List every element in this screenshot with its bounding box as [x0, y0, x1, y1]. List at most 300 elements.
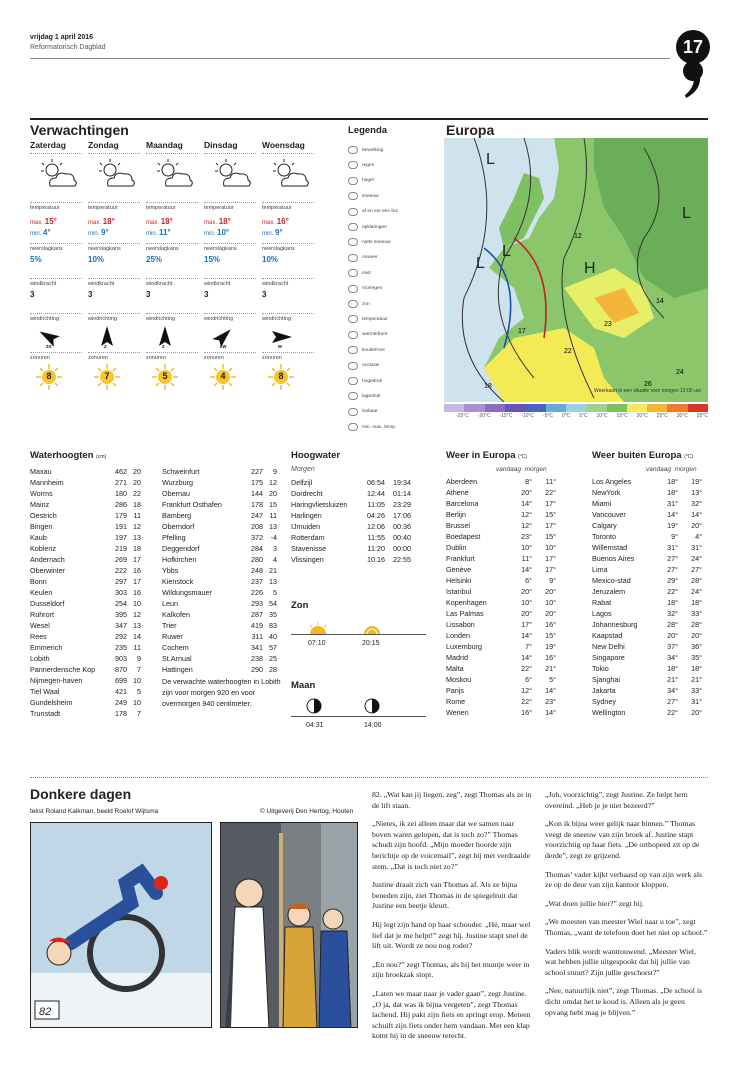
forecast-day [146, 140, 198, 390]
table-row: Maxau 462 20 [30, 467, 141, 476]
table-row: Lissabon 17° 16° [446, 620, 556, 629]
sun-hours [152, 364, 178, 390]
story-paragraph: „En nou?” zegt Thomas, als hij het muntje weer in zijn broekzak stopt. [372, 959, 530, 980]
table-row: Gundelsheim 249 10 [30, 698, 141, 707]
scale-label: 35°C [696, 413, 708, 419]
legend-symbol-icon [348, 177, 358, 185]
wind-dir-code: w [278, 344, 282, 350]
sunset-time: 20:15 [362, 640, 380, 647]
legend-title: Legenda [348, 125, 388, 136]
wind-direction [204, 322, 256, 352]
max-temp: max. 15° [30, 217, 57, 226]
wind-label: windkracht [30, 278, 82, 287]
issue-date: vrijdag 1 april 2016 [30, 34, 94, 41]
legend-item: hagel [348, 177, 374, 185]
table-row: Bonn 297 17 [30, 577, 141, 586]
forecast-title: Verwachtingen [30, 122, 129, 138]
table-row: NewYork 18° 13° [592, 488, 702, 497]
europe-col-headers: vandaag morgen [496, 466, 547, 473]
table-row: Malta 22° 21° [446, 664, 556, 673]
sun-horizon-line [291, 634, 426, 635]
sunrise-icon [308, 622, 328, 634]
table-row: Emmerich 235 11 [30, 643, 141, 652]
table-row: Oestrich 179 11 [30, 511, 141, 520]
europe-weather-map [444, 138, 708, 402]
svg-text:18: 18 [484, 383, 492, 390]
moon-title: Maan [291, 680, 316, 691]
world-weather-table [592, 476, 702, 718]
table-row: Rabat 18° 18° [592, 598, 702, 607]
svg-text:24: 24 [676, 369, 684, 376]
water-table-right [162, 466, 277, 675]
svg-text:Weerkaart in een situatie voor: Weerkaart in een situatie voor morgen 12:00 uur [594, 388, 702, 394]
min-temp: min. 9° [88, 228, 109, 237]
table-row: Brussel 12° 17° [446, 521, 556, 530]
svg-text:17: 17 [518, 328, 526, 335]
sun-hours-value: 8 [46, 371, 52, 381]
wind-dir-label: windrichting [30, 313, 82, 322]
story-paragraph: Hij legt zijn hand op haar schouder. „Hé, maar wel lief dat je me helpt!” zegt hij. Justine stapt snel de lift uit. Wordt ze nou nog roder? [372, 919, 531, 951]
table-row: Vancouver 14° 14° [592, 510, 702, 519]
comic-credits: tekst Roland Kalkman, beeld Roelof Wijtsma [30, 808, 159, 815]
table-row: Koblenz 219 18 [30, 544, 141, 553]
table-row: Sjanghai 21° 21° [592, 675, 702, 684]
wind-dir-label: windrichting [204, 313, 256, 322]
forecast-day-name: Zaterdag [30, 140, 82, 154]
table-row: Wurzburg 175 12 [162, 478, 277, 487]
forecast-day [262, 140, 314, 390]
table-row: Lagos 32° 33° [592, 609, 702, 618]
svg-text:L: L [476, 255, 485, 272]
table-row: Helsinki 6° 9° [446, 576, 556, 585]
tide-title: Hoogwater [291, 450, 341, 461]
svg-text:22: 22 [564, 348, 572, 355]
sun-hours [210, 364, 236, 390]
wind-force: 3 [30, 290, 35, 299]
wind-label: windkracht [204, 278, 256, 287]
table-row: Rome 22° 23° [446, 697, 556, 706]
forecast-day-name: Dinsdag [204, 140, 256, 154]
scale-swatch [688, 404, 708, 412]
partly-cloudy-icon [212, 158, 252, 192]
table-row: Toronto 9° 4° [592, 532, 702, 541]
svg-text:23: 23 [604, 321, 612, 328]
legend-symbol-icon [348, 392, 358, 400]
legend-item: onweer [348, 254, 378, 262]
story-paragraph: Justine draait zich van Thomas af. Als ze bijna beneden zijn, ziet Thomas in de spiegelruit dat Justine een beetje kleurt. [372, 880, 518, 911]
min-temp: min. 9° [262, 228, 283, 237]
wind-label: windkracht [262, 278, 314, 287]
scale-swatch [525, 404, 545, 412]
table-row: Cochem 341 57 [162, 643, 277, 652]
table-row: Ruhrort 395 12 [30, 610, 141, 619]
table-row: Wenen 16° 14° [446, 708, 556, 717]
table-row: Kienstock 237 13 [162, 577, 277, 586]
scale-label: 0°C [561, 413, 571, 419]
table-row: Wildungsmauer 226 5 [162, 588, 277, 597]
scale-label: -15°C [499, 413, 513, 419]
wind-label: windkracht [88, 278, 140, 287]
rain-label: neerslagkans [146, 243, 198, 252]
scale-swatch [566, 404, 586, 412]
legend-symbol-icon [348, 146, 358, 154]
world-col-headers: vandaag morgen [646, 466, 697, 473]
header-divider [30, 58, 670, 59]
legend-item: opklaringen [348, 223, 387, 231]
table-row: Berlijn 12° 15° [446, 510, 556, 519]
table-row: Mannheim 271 20 [30, 478, 141, 487]
table-row: Bingen 191 12 [30, 522, 141, 531]
table-row: Deggendorf 284 3 [162, 544, 277, 553]
scale-label: 20°C [636, 413, 648, 419]
table-row: Kalkofen 287 35 [162, 610, 277, 619]
svg-text:12: 12 [574, 233, 582, 240]
wind-force: 3 [88, 290, 93, 299]
tide-subtitle: Morgen [291, 466, 315, 473]
temp-label: temperatuur [30, 202, 82, 211]
sun-hours-label: zonuren [262, 352, 314, 361]
story-paragraph: 82. „Wat kan jij liegen, zeg”, zegt Thomas als ze in de lift staan. [372, 790, 532, 810]
story-paragraph: „Nietes, ik zei alleen maar dat we samen naar boven waren gelopen, dat is toch zo?” Thomas schudt zijn hoofd. „Mijn moeder hoorde zijn berichtje op de voicemail”, zegt hij met verdraaide stem. „Dat is toch niet zo?” [372, 819, 531, 871]
comma-logo-icon [682, 60, 704, 100]
wind-dir-label: windrichting [146, 313, 198, 322]
table-row: Kaapstad 20° 20° [592, 631, 702, 640]
legend-item: hogedruk [348, 377, 382, 385]
sun-hours [36, 364, 62, 390]
table-row: Calgary 19° 20° [592, 521, 702, 530]
legend-symbol-icon [348, 300, 358, 308]
table-row: Aberdeen 8° 11° [446, 477, 556, 486]
legend-symbol-icon [348, 238, 358, 246]
legend-item: isobaar [348, 408, 378, 416]
table-row: Mainz 286 18 [30, 500, 141, 509]
table-row: Genève 14° 17° [446, 565, 556, 574]
forecast-day-name: Maandag [146, 140, 198, 154]
table-row: Obernau 144 20 [162, 489, 277, 498]
rain-chance: 10% [88, 255, 105, 264]
table-row: Ruwer 311 40 [162, 632, 277, 641]
story-paragraph: „We moesten van meester Wiel naar u toe”, zegt Thomas, „want de telefoon doet het niet op school.” [545, 917, 708, 937]
wind-force: 3 [262, 290, 267, 299]
wind-direction [30, 322, 82, 352]
scale-label: 30°C [676, 413, 688, 419]
table-row: Dordrecht 12:44 01:14 [291, 489, 411, 498]
wind-direction [262, 322, 314, 352]
table-row: St.Arnual 238 25 [162, 654, 277, 663]
scale-label: -25°C [456, 413, 469, 419]
scale-label: 10°C [596, 413, 608, 419]
table-row: Trunstadt 178 7 [30, 709, 141, 718]
min-temp: min. 4° [30, 228, 51, 237]
temperature-scale-labels [456, 413, 708, 419]
europe-map-title: Europa [446, 122, 495, 138]
legend-symbol-icon [348, 269, 358, 277]
legend-symbol-icon [348, 423, 358, 431]
sun-hours-label: zonuren [88, 352, 140, 361]
rain-label: neerslagkans [204, 243, 256, 252]
story-paragraph: „Joh, voorzichtig”, zegt Justine. Ze helpt hem overeind. „Heb je je niet bezeerd?” [545, 790, 688, 810]
story-column-2 [545, 790, 708, 1026]
scale-swatch [586, 404, 606, 412]
scale-swatch [546, 404, 566, 412]
table-row: Mexico-stad 29° 28° [592, 576, 702, 585]
legend-item: af en toe een bui [348, 208, 398, 216]
wind-dir-code: z [162, 344, 165, 350]
scale-swatch [485, 404, 505, 412]
wind-dir-code: zw [220, 344, 227, 350]
table-row: Athene 20° 22° [446, 488, 556, 497]
legend-symbol-icon [348, 192, 358, 200]
forecast-day [88, 140, 140, 390]
sun-hours [94, 364, 120, 390]
wind-arrow-icon [94, 324, 120, 350]
max-temp: max. 18° [88, 217, 115, 226]
temp-label: temperatuur [146, 202, 198, 211]
legend-symbol-icon [348, 223, 358, 231]
sun-hours-value: 8 [278, 371, 284, 381]
forecast-day-name: Zondag [88, 140, 140, 154]
moonrise-icon [306, 698, 322, 714]
table-row: Singapore 34° 35° [592, 653, 702, 662]
story-paragraph: Vaders blik wordt wantrouwend. „Meester Wiel, wat hebben jullie uitgespookt dat hij jullie van school stuurt? Zijn jullie geschorst?” [545, 946, 696, 977]
newspaper-name: Reformatorisch Dagblad [30, 44, 106, 51]
sun-hours-label: zonuren [30, 352, 82, 361]
forecast-day [30, 140, 82, 390]
moon-horizon-line [291, 716, 426, 717]
sun-hours-value: 7 [104, 371, 110, 381]
legend-item: warmtefront [348, 331, 387, 339]
table-row: Trier 419 83 [162, 621, 277, 630]
partly-cloudy-icon [154, 158, 194, 192]
europe-weather-table [446, 476, 556, 718]
world-weather-title: Weer buiten Europa (°C) [592, 450, 694, 461]
svg-text:L: L [486, 151, 495, 168]
table-row: Delfzijl 06:54 19:34 [291, 478, 411, 487]
table-row: Kopenhagen 10° 10° [446, 598, 556, 607]
table-row: Lima 27° 27° [592, 565, 702, 574]
moonrise-time: 04:31 [306, 722, 324, 729]
legend-item: sneeuw [348, 192, 379, 200]
table-row: IJmuiden 12:06 00:36 [291, 522, 411, 531]
table-row: Harlingen 04:26 17:06 [291, 511, 411, 520]
sun-hours-value: 4 [220, 371, 226, 381]
story-paragraph: Thomas’ vader kijkt verbaasd op van zijn werk als ze op de deur van zijn kantoor kloppen. [545, 869, 703, 890]
europe-weather-title: Weer in Europa (°C) [446, 450, 528, 461]
sun-hours-label: zonuren [146, 352, 198, 361]
forecast-day [204, 140, 256, 390]
legend-symbol-icon [348, 331, 358, 339]
svg-text:H: H [584, 260, 596, 277]
svg-text:L: L [682, 205, 691, 222]
legend-symbol-icon [348, 285, 358, 293]
legend-item: koudefront [348, 346, 385, 354]
scale-swatch [607, 404, 627, 412]
table-row: Wesel 347 13 [30, 621, 141, 630]
wind-direction [88, 322, 140, 352]
table-row: Schweinfurt 227 9 [162, 467, 277, 476]
table-row: Oberwinter 222 16 [30, 566, 141, 575]
sun-hours [268, 364, 294, 390]
table-row: Nijmegen-haven 699 10 [30, 676, 141, 685]
table-row: Madrid 14° 16° [446, 653, 556, 662]
forecast-day-name: Woensdag [262, 140, 314, 154]
page-number: 17 [676, 30, 710, 64]
water-title: Waterhoogten (cm) [30, 450, 107, 461]
scale-label: 15°C [616, 413, 628, 419]
wind-force: 3 [146, 290, 151, 299]
table-row: Haringvlietsluizen 11:05 23:29 [291, 500, 411, 509]
table-row: Wellington 22° 20° [592, 708, 702, 717]
table-row: Luxemburg 7° 19° [446, 642, 556, 651]
min-temp: min. 10° [204, 228, 230, 237]
table-row: New Delhi 37° 36° [592, 642, 702, 651]
wind-dir-label: windrichting [88, 313, 140, 322]
table-row: Londen 14° 15° [446, 631, 556, 640]
legend-symbol-icon [348, 408, 358, 416]
partly-cloudy-icon [96, 158, 136, 192]
comic-panel-2 [220, 822, 358, 1028]
table-row: Frankfurt 11° 17° [446, 554, 556, 563]
comic-panel-number: 82 [39, 1006, 52, 1018]
table-row: Hattingen 290 28 [162, 665, 277, 674]
table-row: Bamberg 247 11 [162, 511, 277, 520]
table-row: Tokio 18° 18° [592, 664, 702, 673]
table-row: Ybbs 248 21 [162, 566, 277, 575]
legend-item: zon [348, 300, 370, 308]
scale-swatch [667, 404, 687, 412]
sun-hours-value: 5 [162, 371, 168, 381]
temperature-scale [444, 404, 708, 412]
table-row: Vlissingen 10:16 22:55 [291, 555, 411, 564]
svg-text:14: 14 [656, 298, 664, 305]
wind-dir-label: windrichting [262, 313, 314, 322]
table-row: Kaub 197 13 [30, 533, 141, 542]
scale-label: 5°C [579, 413, 588, 419]
table-row: Johannesburg 28° 28° [592, 620, 702, 629]
rain-chance: 5% [30, 255, 42, 264]
table-row: Jakarta 34° 33° [592, 686, 702, 695]
moonset-icon [364, 698, 380, 714]
table-row: Andernach 269 17 [30, 555, 141, 564]
table-row: Tiel Waal 421 5 [30, 687, 141, 696]
svg-text:L: L [502, 243, 511, 260]
legend-item: occlusie [348, 362, 379, 370]
table-row: Lobith 903 9 [30, 654, 141, 663]
table-row: Los Angeles 18° 19° [592, 477, 702, 486]
table-row: Stavenisse 11:20 00:00 [291, 544, 411, 553]
table-row: Sydney 27° 31° [592, 697, 702, 706]
max-temp: max. 18° [146, 217, 173, 226]
legend-symbol-icon [348, 208, 358, 216]
water-table-left [30, 466, 141, 719]
wind-label: windkracht [146, 278, 198, 287]
legend-symbol-icon [348, 346, 358, 354]
table-row: Willemstad 31° 31° [592, 543, 702, 552]
sunset-icon [362, 622, 382, 634]
scale-swatch [647, 404, 667, 412]
story-paragraph: „Wat doen jullie hier?” zegt hij. [545, 898, 644, 908]
rain-label: neerslagkans [88, 243, 140, 252]
comic-panel-1 [30, 822, 212, 1028]
table-row: Dublin 10° 10° [446, 543, 556, 552]
svg-text:26: 26 [644, 381, 652, 388]
legend-symbol-icon [348, 377, 358, 385]
scale-label: -20°C [477, 413, 491, 419]
table-row: Moskou 6° 5° [446, 675, 556, 684]
table-row: Frankfurt Osthafen 178 15 [162, 500, 277, 509]
table-row: Las Palmas 20° 20° [446, 609, 556, 618]
scale-swatch [444, 404, 464, 412]
max-temp: max. 18° [204, 217, 231, 226]
legend-item: regen [348, 161, 374, 169]
legend-item: mist [348, 269, 371, 277]
rain-chance: 15% [204, 255, 221, 264]
rain-label: neerslagkans [262, 243, 314, 252]
wind-dir-code: z [104, 344, 107, 350]
table-row: Jeruzalem 22° 24° [592, 587, 702, 596]
wind-dir-code: zo [46, 344, 52, 350]
table-row: Pfelling 372 -4 [162, 533, 277, 542]
tide-table [291, 477, 411, 565]
table-row: Keulen 303 16 [30, 588, 141, 597]
wind-direction [146, 322, 198, 352]
temp-label: temperatuur [88, 202, 140, 211]
scale-label: -10°C [521, 413, 535, 419]
legend-item: bewolking [348, 146, 383, 154]
partly-cloudy-icon [38, 158, 78, 192]
table-row: Barcelona 14° 17° [446, 499, 556, 508]
table-row: Worms 180 22 [30, 489, 141, 498]
comic-copyright: © Uitgeverij Den Hertog, Houten [260, 808, 354, 815]
sun-hours-label: zonuren [204, 352, 256, 361]
wind-force: 3 [204, 290, 209, 299]
min-temp: min. 11° [146, 228, 171, 237]
max-temp: max. 16° [262, 217, 289, 226]
legend-item: min. max. temp. [348, 423, 396, 431]
table-row: Istanbul 20° 20° [446, 587, 556, 596]
story-paragraph: „Kon ik bijna weer gelijk naar binnen.” Thomas veegt de sneeuw van zijn broek af. Justine stapt voorzichtig op haar fiets. „De orthopeed zit op de derde”, zegt ze grijzend. [545, 819, 700, 860]
rain-chance: 25% [146, 255, 163, 264]
moonset-time: 14:00 [364, 722, 382, 729]
scale-swatch [464, 404, 484, 412]
scale-label: -5°C [542, 413, 553, 419]
legend-symbol-icon [348, 254, 358, 262]
legend-symbol-icon [348, 161, 358, 169]
table-row: Pannerdensche Kop 870 7 [30, 665, 141, 674]
temp-label: temperatuur [204, 202, 256, 211]
table-row: Miami 31° 32° [592, 499, 702, 508]
water-note: De verwachte waterhoogten in Lobith zijn voor morgen 920 en voor overmorgen 940 centimeter. [162, 677, 281, 708]
scale-label: 25°C [656, 413, 668, 419]
table-row: Dusseldorf 254 10 [30, 599, 141, 608]
comic-divider [30, 777, 708, 778]
rain-label: neerslagkans [30, 243, 82, 252]
temp-label: temperatuur [262, 202, 314, 211]
story-paragraph: „Nee, natuurlijk niet”, zegt Thomas. „De school is dicht omdat het te koud is. Alleen als je geen opvang hebt mag je blijven.” [545, 986, 703, 1017]
partly-cloudy-icon [270, 158, 310, 192]
legend-symbol-icon [348, 362, 358, 370]
comic-title: Donkere dagen [30, 786, 132, 802]
table-row: Rees 292 14 [30, 632, 141, 641]
sun-title: Zon [291, 600, 309, 611]
rain-chance: 10% [262, 255, 279, 264]
legend-item: motregen [348, 285, 382, 293]
wind-arrow-icon [152, 324, 178, 350]
weather-section-divider [30, 118, 708, 120]
sunrise-time: 07:10 [308, 640, 326, 647]
story-paragraph: „Laten we maar naar je vader gaan”, zegt Justine. „O ja, dat was ik bijna vergeten”, zegt Thomas lachend. Hij pakt zijn fiets en springt erop. Meteen schuift zijn fiets onder hem vandaan. Met een klap komt hij in de sneeuw terecht. [372, 988, 531, 1041]
scale-swatch [505, 404, 525, 412]
